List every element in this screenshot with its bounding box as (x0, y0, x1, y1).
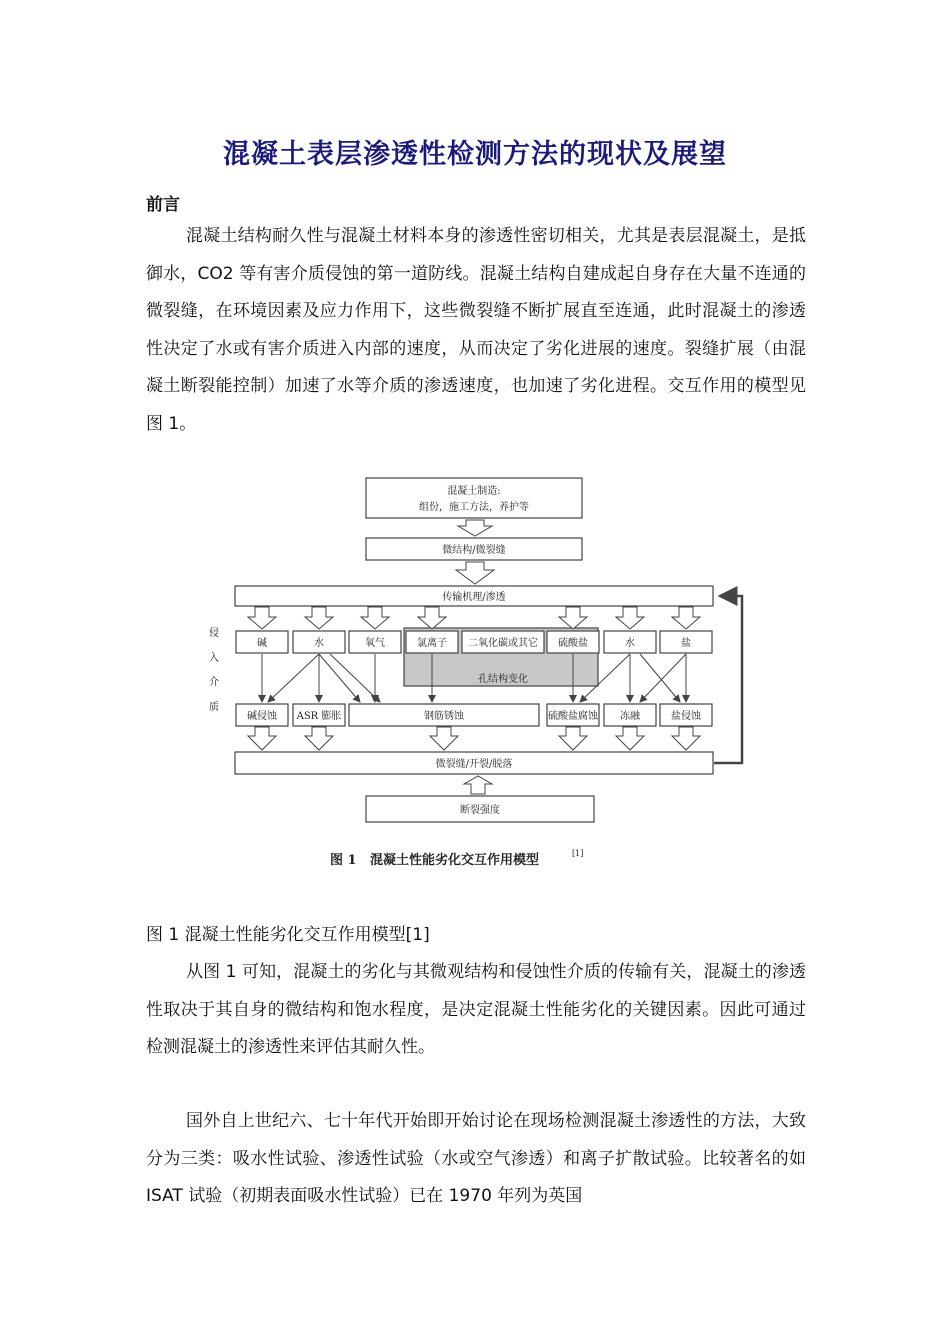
side-label-char: 质 (209, 702, 219, 713)
media-label-alkali: 碱 (257, 638, 267, 649)
media-label-chloride: 氯离子 (417, 638, 447, 649)
interaction-model-diagram (200, 470, 760, 880)
side-label-char: 侵 (209, 628, 219, 639)
box-cracking-label: 微裂缝/开裂/脱落 (435, 759, 513, 770)
box-fracture-label: 断裂强度 (460, 805, 500, 816)
paragraph-analysis: 从图 1 可知，混凝土的劣化与其微观结构和侵蚀性介质的传输有关，混凝土的渗透性取决于其自身的微结构和饱水程度，是决定混凝土性能劣化的关键因素。因此可通过检测混凝土的渗透性来评估其耐久性。 (146, 962, 806, 1057)
effect-label: 硫酸盐腐蚀 (548, 711, 598, 722)
paragraph-intro: 混凝土结构耐久性与混凝土材料本身的渗透性密切相关，尤其是表层混凝土，是抵御水，CO2 等有害介质侵蚀的第一道防线。混凝土结构自建成起自身存在大量不连通的微裂缝，在环境因素及应力作用下，这些微裂缝不断扩展直至连通，此时混凝土的渗透性决定了水或有害介质进入内部的速度，从而决定了劣化进展的速度。裂缝扩展（由混凝土断裂能控制）加速了水等介质的渗透速度，也加速了劣化进程。交互作用的模型见图 1。 (146, 226, 806, 434)
media-label-oxygen: 氧气 (365, 638, 385, 649)
box-manufacture-title: 混凝土制造: (447, 486, 501, 497)
figure-caption-main: 混凝土性能劣化交互作用模型 (370, 853, 540, 868)
section-heading: 前言 (146, 195, 180, 215)
media-label-salt: 盐 (681, 638, 691, 649)
media-label-water-2: 水 (625, 638, 635, 649)
pore-change-label: 孔结构变化 (478, 674, 528, 685)
side-label-char: 入 (209, 653, 219, 664)
effect-label: 盐侵蚀 (671, 711, 701, 722)
media-label-water: 水 (314, 638, 324, 649)
effect-label: 冻融 (620, 711, 640, 722)
media-label-sulfate: 硫酸盐 (558, 638, 588, 649)
effect-label: 钢筋锈蚀 (424, 711, 464, 722)
feedback-loop-arrow (714, 596, 742, 763)
box-microstructure-label: 微结构/微裂缝 (442, 545, 506, 556)
figure-caption: 图 1 混凝土性能劣化交互作用模型[1] (146, 925, 430, 945)
paragraph-methods: 国外自上世纪六、七十年代开始即开始讨论在现场检测混凝土渗透性的方法，大致分为三类：吸水性试验、渗透性试验（水或空气渗透）和离子扩散试验。比较著名的如 ISAT 试验（初期表面吸水性试验）已在 1970 年列为英国 (146, 1111, 806, 1206)
effect-label: ASR 膨胀 (296, 711, 342, 722)
figure-caption-ref: [1] (572, 849, 584, 858)
document-title: 混凝土表层渗透性检测方法的现状及展望 (223, 139, 727, 170)
media-label-co2: 二氧化碳或其它 (468, 638, 538, 649)
figure-caption-prefix: 图 1 (330, 853, 357, 868)
box-transport-label: 传输机理/渗透 (442, 592, 506, 603)
effect-label: 碱侵蚀 (247, 711, 277, 722)
side-label-char: 介 (209, 677, 219, 688)
box-manufacture-sub: 组份，施工方法，养护等 (419, 502, 529, 513)
